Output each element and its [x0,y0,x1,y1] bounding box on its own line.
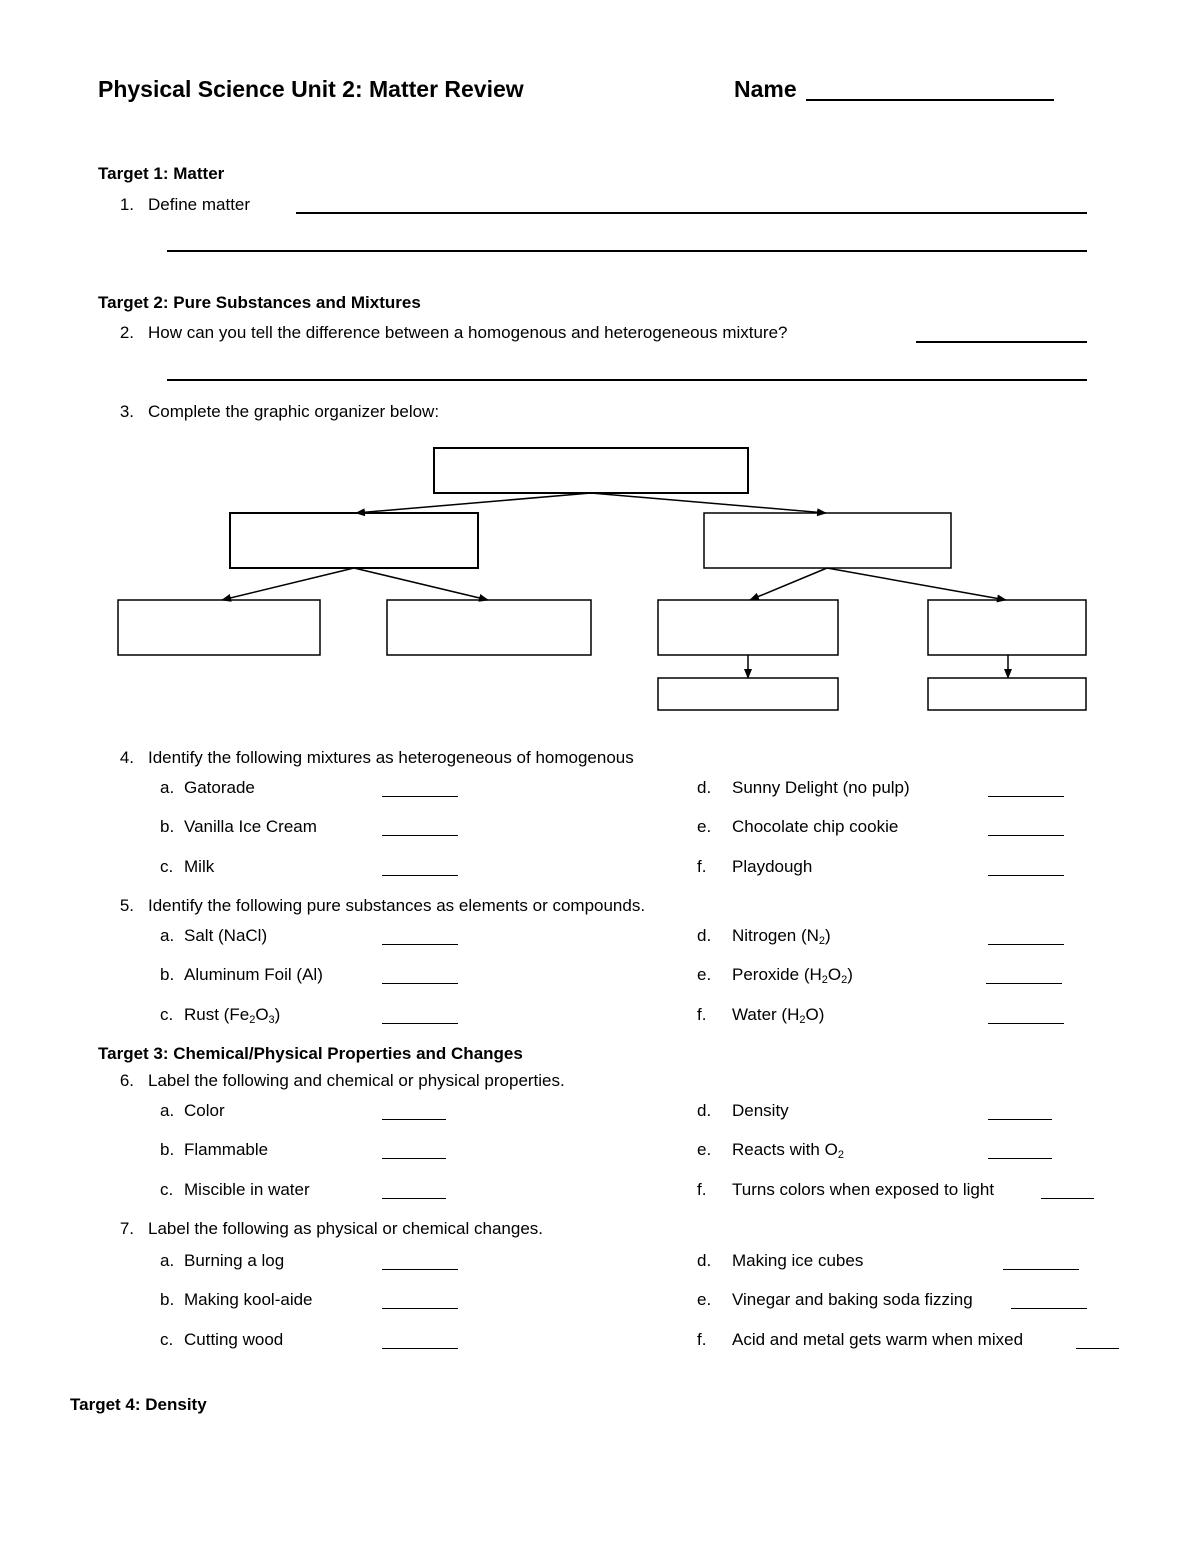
list-item: e. Reacts with $O_2$ [697,1140,844,1161]
answer-blank[interactable] [988,875,1064,876]
answer-blank[interactable] [988,1119,1052,1120]
answer-blank[interactable] [988,1023,1064,1024]
arrow-left-ll [222,568,354,600]
organizer-box-rl[interactable] [658,600,838,655]
answer-blank[interactable] [382,944,458,945]
answer-blank[interactable] [382,835,458,836]
list-item: d. Density [697,1101,789,1120]
list-item: f. Acid and metal gets warm when mixed [697,1330,1024,1349]
answer-blank[interactable] [1041,1198,1094,1199]
organizer-box-rl-sub[interactable] [658,678,838,710]
list-item: c. Miscible in water [160,1180,310,1199]
target-1-heading: Target 1: Matter [98,164,225,183]
list-item: e. Chocolate chip cookie [697,817,899,836]
target-3-heading: Target 3: Chemical/Physical Properties and Changes [98,1044,523,1063]
answer-blank[interactable] [986,983,1062,984]
question-number: 4. [119,748,134,767]
list-item: d. Sunny Delight (no pulp) [697,778,910,797]
question-number: 3. [119,402,134,421]
answer-blank[interactable] [1011,1308,1087,1309]
target-2-heading: Target 2: Pure Substances and Mixtures [98,293,421,312]
answer-blank[interactable] [382,875,458,876]
answer-blank[interactable] [382,796,458,797]
question-6 [98,1071,565,1091]
question-number: 6. [119,1071,134,1090]
list-item: f. Water $(H_2O)$ [697,1005,825,1026]
question-7 [98,1219,543,1239]
list-item: b. Making kool-aide [160,1290,313,1309]
graphic-organizer [0,0,1200,730]
answer-blank[interactable] [382,1198,446,1199]
name-label: Name [734,76,797,102]
answer-blank[interactable] [1003,1269,1079,1270]
question-6-text: Label the following and chemical or physical properties. [148,1071,565,1090]
organizer-box-rr[interactable] [928,600,1086,655]
arrow-right-rr [827,568,1006,600]
page-title: Physical Science Unit 2: Matter Review [98,76,524,102]
answer-blank[interactable] [382,1348,458,1349]
question-2-text: How can you tell the difference between a homogenous and heterogeneous mixture? [148,323,788,342]
answer-blank[interactable] [382,1158,446,1159]
list-item: a. Salt (NaCl) [160,926,268,945]
question-5-text: Identify the following pure substances as elements or compounds. [148,896,646,915]
arrow-right-rl [750,568,827,600]
answer-blank[interactable] [382,1119,446,1120]
question-number: 1. [119,195,134,214]
list-item: b. Flammable [160,1140,269,1159]
list-item: e. Vinegar and baking soda fizzing [697,1290,973,1309]
organizer-box-right[interactable] [704,513,951,568]
organizer-box-ll[interactable] [118,600,320,655]
answer-blank[interactable] [382,1269,458,1270]
target-4-heading: Target 4: Density [70,1395,207,1414]
answer-blank[interactable] [988,1158,1052,1159]
list-item: a. Gatorade [160,778,255,797]
question-4-text: Identify the following mixtures as heterogeneous of homogenous [148,748,634,767]
list-item: c. Cutting wood [160,1330,284,1349]
answer-blank[interactable] [382,983,458,984]
organizer-box-lr[interactable] [387,600,591,655]
answer-blank[interactable] [382,1023,458,1024]
answer-blank[interactable] [988,944,1064,945]
answer-blank[interactable] [382,1308,458,1309]
organizer-box-top[interactable] [434,448,748,493]
arrow-top-left [356,493,591,513]
answer-blank[interactable] [1076,1348,1119,1349]
list-item: b. Aluminum Foil (Al) [160,965,323,984]
list-item: a. Burning a log [160,1251,285,1270]
question-3-text: Complete the graphic organizer below: [148,402,440,421]
answer-blank[interactable] [988,835,1064,836]
arrow-top-right [591,493,826,513]
question-1-text: Define matter [148,195,251,214]
list-item: a. Color [160,1101,225,1120]
question-number: 2. [119,323,134,342]
answer-blank[interactable] [988,796,1064,797]
organizer-box-left[interactable] [230,513,478,568]
list-item: f. Turns colors when exposed to light [697,1180,995,1199]
organizer-box-rr-sub[interactable] [928,678,1086,710]
question-5 [98,896,645,916]
question-number: 7. [119,1219,134,1238]
list-item: f. Playdough [697,857,813,876]
arrow-left-lr [354,568,488,600]
list-item: c. Milk [160,857,215,876]
list-item: c. Rust $(Fe_2O_3)$ [160,1005,281,1026]
question-7-text: Label the following as physical or chemical changes. [148,1219,544,1238]
list-item: b. Vanilla Ice Cream [160,817,317,836]
list-item: e. Peroxide $(H_2O_2)$ [697,965,853,986]
question-number: 5. [119,896,134,915]
question-4 [98,748,634,768]
list-item: d. Making ice cubes [697,1251,864,1270]
list-item: d. Nitrogen $(N_2)$ [697,926,831,947]
